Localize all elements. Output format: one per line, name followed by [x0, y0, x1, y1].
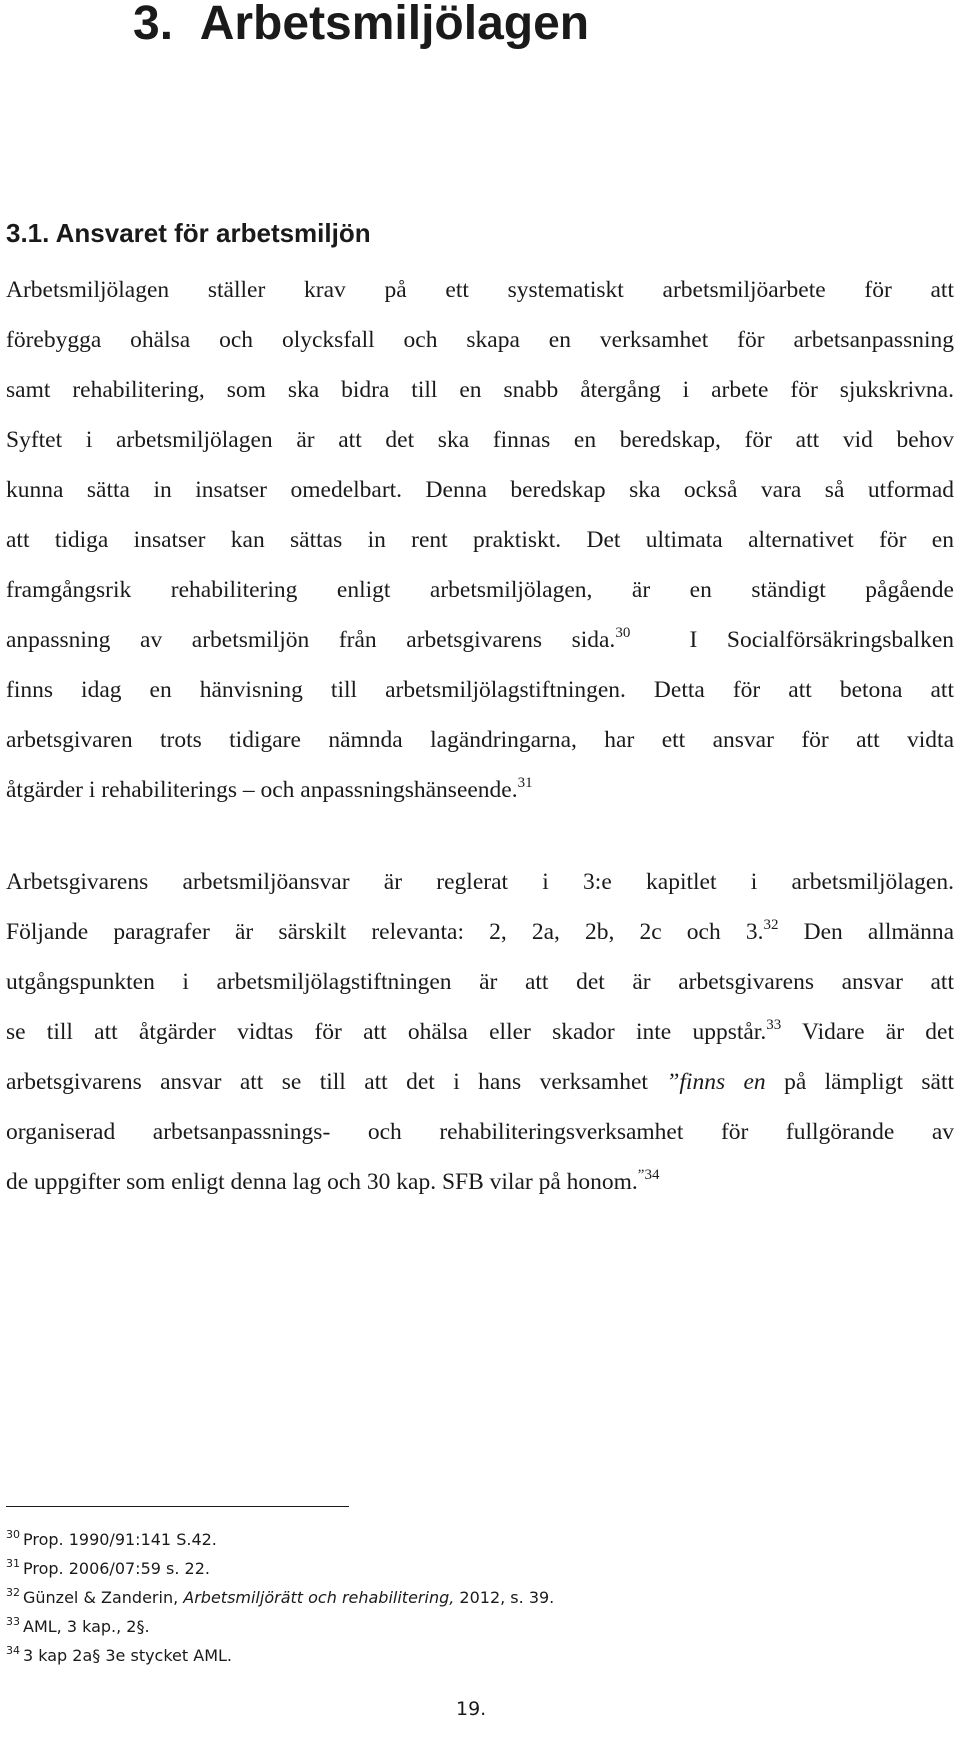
paragraph-line: finns idag en hänvisning till arbetsmiljölagstiftningen. Detta för att betona att — [6, 677, 954, 703]
section-title: Ansvaret för arbetsmiljön — [55, 218, 371, 248]
footnote-ref-32[interactable]: 32 — [763, 917, 779, 933]
line-text: de uppgifter som enligt denna lag och 30 kap. SFB vilar på honom. — [6, 1169, 638, 1195]
footnote-ref-30[interactable]: 30 — [615, 625, 631, 641]
line-text: åtgärder i rehabiliterings – och anpassningshänseende. — [6, 777, 518, 803]
footnote-italic-title: Arbetsmiljörätt och rehabilitering, — [183, 1588, 455, 1607]
line-text: Vidare är det — [781, 1019, 954, 1045]
page-number: 19. — [456, 1698, 487, 1720]
chapter-title: Arbetsmiljölagen — [199, 0, 590, 50]
footnote-text: 2012, s. 39. — [454, 1588, 555, 1607]
footnote-number: 31 — [6, 1557, 20, 1570]
line-text: arbetsgivarens ansvar att se till att det i hans verksamhet — [6, 1069, 667, 1095]
line-text: anpassning av arbetsmiljön från arbetsgivarens sida. — [6, 627, 616, 653]
paragraph-line: utgångspunkten i arbetsmiljölagstiftningen är att det är arbetsgivarens ansvar att — [6, 969, 954, 995]
line-text: på lämpligt sätt — [765, 1069, 954, 1095]
footnote-number: 34 — [6, 1644, 20, 1657]
footnote-31 — [6, 1554, 906, 1583]
footnote-32 — [6, 1583, 906, 1612]
paragraph-line: kunna sätta in insatser omedelbart. Denna beredskap ska också vara så utformad — [6, 477, 954, 503]
line-text: Följande paragrafer är särskilt relevanta: 2, 2a, 2b, 2c och 3. — [6, 919, 764, 945]
paragraph-2 — [6, 857, 954, 1207]
paragraph-line — [6, 1057, 954, 1107]
paragraph-line: organiserad arbetsanpassnings- och rehabiliteringsverksamhet för fullgörande av — [6, 1119, 954, 1145]
footnote-ref-33[interactable]: 33 — [766, 1017, 782, 1033]
line-text: Den allmänna — [778, 919, 954, 945]
footnote-number: 30 — [6, 1528, 20, 1541]
paragraph-line: Arbetsmiljölagen ställer krav på ett systematiskt arbetsmiljöarbete för att — [6, 277, 954, 303]
paragraph-line: arbetsgivaren trots tidigare nämnda lagändringarna, har ett ansvar för att vidta — [6, 727, 954, 753]
paragraph-line: Syftet i arbetsmiljölagen är att det ska finnas en beredskap, för att vid behov — [6, 427, 954, 453]
line-text: I Socialförsäkringsbalken — [630, 627, 955, 653]
footnote-number: 32 — [6, 1586, 20, 1599]
line-text: se till att åtgärder vidtas för att ohälsa eller skador inte uppstår. — [6, 1019, 767, 1045]
paragraph-line — [6, 615, 954, 665]
paragraph-line: förebygga ohälsa och olycksfall och skapa en verksamhet för arbetsanpassning — [6, 327, 954, 353]
footnote-34 — [6, 1641, 906, 1670]
chapter-number: 3. — [133, 0, 174, 50]
footnotes — [6, 1525, 906, 1670]
footnote-text: Prop. 2006/07:59 s. 22. — [23, 1559, 210, 1578]
footnote-30 — [6, 1525, 906, 1554]
paragraph-line: Arbetsgivarens arbetsmiljöansvar är reglerat i 3:e kapitlet i arbetsmiljölagen. — [6, 869, 954, 895]
footnote-separator — [6, 1506, 349, 1507]
footnote-text: Günzel & Zanderin, — [23, 1588, 184, 1607]
footnote-number: 33 — [6, 1615, 20, 1628]
chapter-heading — [133, 0, 589, 48]
paragraph-line: samt rehabilitering, som ska bidra till en snabb återgång i arbete för sjukskrivna. — [6, 377, 954, 403]
footnote-text: Prop. 1990/91:141 S.42. — [23, 1530, 217, 1549]
section-heading — [6, 218, 371, 248]
paragraph-line: framgångsrik rehabilitering enligt arbetsmiljölagen, är en ständigt pågående — [6, 577, 954, 603]
paragraph-1 — [6, 265, 954, 815]
paragraph-line — [6, 1157, 954, 1207]
footnote-33 — [6, 1612, 906, 1641]
footnote-text: AML, 3 kap., 2§. — [23, 1617, 150, 1636]
paragraph-line — [6, 1007, 954, 1057]
footnote-ref-34[interactable]: ”34 — [637, 1167, 660, 1183]
paragraph-line — [6, 765, 954, 815]
section-number: 3.1. — [6, 218, 50, 248]
paragraph-line: att tidiga insatser kan sättas in rent praktiskt. Det ultimata alternativet för en — [6, 527, 954, 553]
footnote-text: 3 kap 2a§ 3e stycket AML. — [23, 1646, 232, 1665]
footnote-ref-31[interactable]: 31 — [517, 775, 533, 791]
paragraph-line — [6, 907, 954, 957]
quoted-italic: ”finns en — [666, 1069, 766, 1095]
